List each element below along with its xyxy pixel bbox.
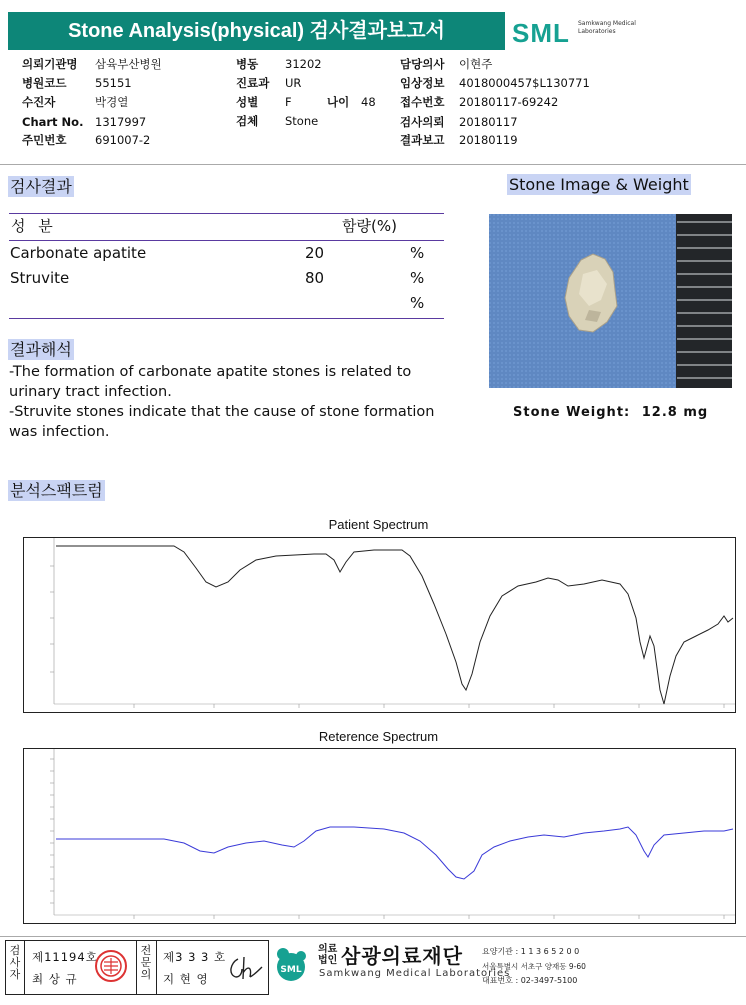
info-label: 수진자: [22, 95, 56, 109]
specialist-name: 지 현 영: [163, 972, 209, 986]
org-name: 삼광의료재단: [341, 944, 463, 968]
info-label: 결과보고: [400, 133, 445, 147]
info-value: Stone: [285, 114, 319, 128]
org-legal: 의료법인: [318, 944, 338, 966]
info-label: 병원코드: [22, 76, 67, 90]
stone-heading: Stone Image & Weight: [509, 175, 689, 194]
age-value: 48: [361, 95, 376, 109]
info-value: 20180119: [459, 133, 518, 147]
info-value: 20180117-69242: [459, 95, 559, 109]
info-label: 검사의뢰: [400, 115, 445, 129]
info-label: 검체: [236, 114, 259, 128]
info-value: F: [285, 95, 292, 109]
info-value: 55151: [95, 76, 132, 90]
info-label: 주민번호: [22, 133, 67, 147]
signature-box: [5, 940, 269, 995]
col-component: 성 분: [11, 217, 57, 235]
specialist-number: 제3 3 3 호: [163, 950, 227, 964]
table-bottom-rule: [9, 318, 444, 319]
info-value: 삼육부산병원: [95, 57, 162, 71]
info-label: 병동: [236, 57, 259, 71]
org-english: Samkwang Medical Laboratories: [319, 968, 511, 979]
result-name: Carbonate apatite: [10, 244, 147, 262]
info-value: 박경열: [95, 95, 129, 109]
org-logo: [270, 944, 312, 990]
info-label: 담당의사: [400, 57, 445, 71]
info-label: 의뢰기관명: [22, 57, 78, 71]
patient-spectrum-plot: [23, 537, 736, 713]
interpretation-line: -The formation of carbonate apatite stones is related to: [9, 364, 412, 380]
results-heading: 검사결과: [10, 177, 72, 196]
svg-text:SML: SML: [280, 965, 302, 975]
org-phone: 대표번호 : 02-3497-5100: [482, 976, 578, 985]
spectrum-heading: 분석스팩트럼: [10, 481, 103, 500]
result-name: Struvite: [10, 269, 70, 287]
examiner-name: 최 상 규: [32, 972, 78, 986]
info-value: 이현주: [459, 57, 493, 71]
interpretation-heading: 결과해석: [10, 340, 72, 359]
report-title: Stone Analysis(physical) 검사결과보고서: [8, 12, 505, 50]
info-value: 4018000457$L130771: [459, 76, 590, 90]
reference-spectrum-title: Reterence Spectrum: [318, 729, 439, 744]
info-label: Chart No.: [22, 115, 84, 129]
footer-divider: [0, 936, 746, 937]
stone-weight-label: Stone Weight:: [513, 405, 631, 420]
patient-info: [0, 0, 746, 160]
interpretation-line: was infection.: [9, 424, 110, 440]
stone-weight-value: 12.8 mg: [641, 405, 709, 420]
info-value: 31202: [285, 57, 322, 71]
examiner-label: 검사자: [9, 944, 21, 981]
result-unit: %: [410, 269, 425, 287]
result-unit: %: [410, 294, 425, 312]
examiner-seal: [94, 949, 128, 983]
info-value: 1317997: [95, 115, 147, 129]
info-label: 임상정보: [400, 76, 445, 90]
examiner-number: 제11194호: [32, 950, 98, 964]
info-label: 진료과: [236, 76, 270, 90]
info-label: 접수번호: [400, 95, 445, 109]
specialist-label: 전문의: [140, 944, 152, 981]
sml-logo: SML Samkwang Medical Laboratories: [512, 18, 636, 48]
info-value: UR: [285, 76, 302, 90]
age-label: 나이: [327, 95, 350, 109]
org-address: 서울특별시 서초구 양재동 9-60: [482, 962, 586, 971]
header-divider: [0, 164, 746, 165]
interpretation-line: urinary tract infection.: [9, 384, 172, 400]
result-value: 20: [305, 244, 325, 262]
patient-spectrum-title: Patient Spectrum: [328, 517, 429, 532]
info-value: 20180117: [459, 115, 518, 129]
result-unit: %: [410, 244, 425, 262]
col-amount: 함량(%): [342, 217, 397, 235]
info-label: 성별: [236, 95, 259, 109]
table-top-rule: [9, 213, 444, 214]
institution-code: 요양기관 : 1 1 3 6 5 2 0 0: [482, 947, 580, 956]
interpretation-line: -Struvite stones indicate that the cause of stone formation: [9, 404, 435, 420]
reference-spectrum-plot: [23, 748, 736, 924]
result-value: 80: [305, 269, 325, 287]
stone-photo: [489, 214, 732, 388]
stone-weight: [513, 405, 708, 420]
specialist-signature: [224, 953, 264, 983]
table-header-rule: [9, 240, 444, 241]
info-value: 691007-2: [95, 133, 151, 147]
